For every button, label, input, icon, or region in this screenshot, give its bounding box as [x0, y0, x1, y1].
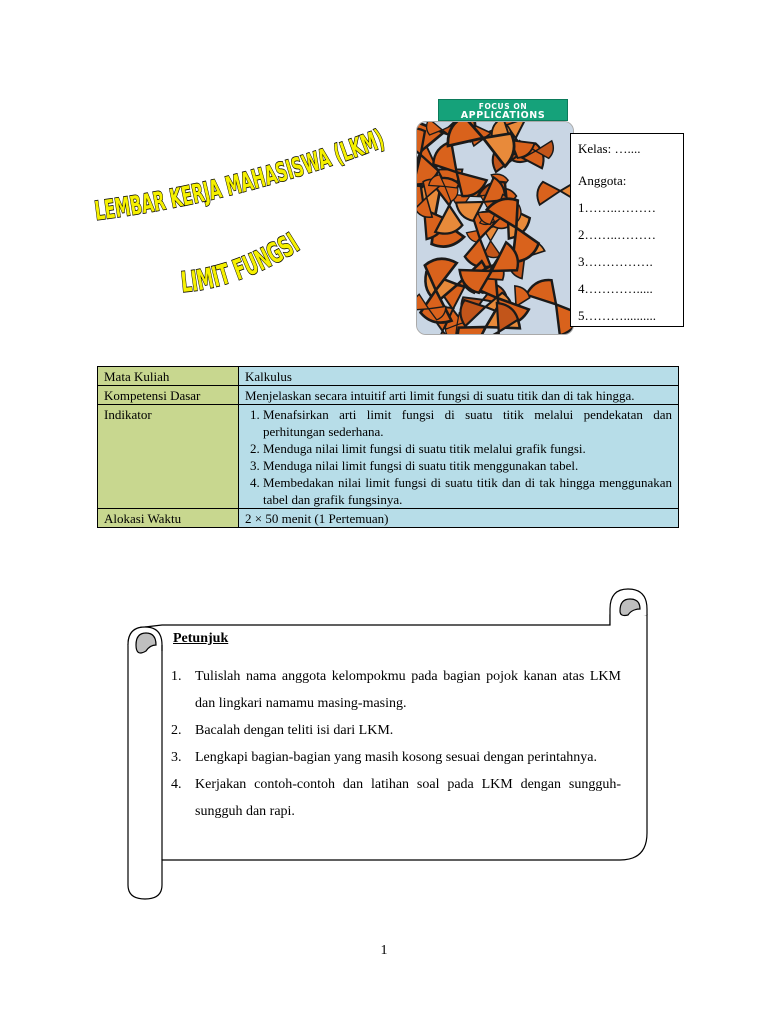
- indicator-item: 4. Membedakan nilai limit fungsi di suatu titik dan di tak hingga menggunakan tabel dan grafik fungsinya.: [263, 474, 672, 508]
- row-value: Kalkulus: [239, 367, 679, 386]
- member-line-5: 5………..........: [578, 308, 656, 323]
- row-key: Kompetensi Dasar: [98, 386, 239, 405]
- row-key: Indikator: [98, 405, 239, 509]
- row-value: Menjelaskan secara intuitif arti limit fungsi di suatu titik dan di tak hingga.: [239, 386, 679, 405]
- row-key: Alokasi Waktu: [98, 509, 239, 528]
- table-row: [98, 509, 679, 528]
- table-row: [98, 386, 679, 405]
- instruction-item: 2. Bacalah dengan teliti isi dari LKM.: [171, 723, 394, 738]
- course-info-table: [97, 366, 679, 528]
- instruction-text: Kerjakan contoh-contoh dan latihan soal pada LKM dengan sungguh-sungguh dan rapi.: [195, 777, 621, 819]
- member-line-4: 4………….....: [578, 281, 653, 296]
- instruction-item: 1. Tulislah nama anggota kelompokmu pada bagian pojok kanan atas LKM dan lingkari namamu masing-masing.: [171, 669, 621, 711]
- page-number: 1: [380, 943, 388, 958]
- row-value: 2 × 50 menit (1 Pertemuan): [239, 509, 679, 528]
- member-line-3: 3…………….: [578, 254, 653, 269]
- instruction-item: 4. Kerjakan contoh-contoh dan latihan soal pada LKM dengan sungguh-sungguh dan rapi.: [171, 777, 621, 819]
- monarch-butterflies-image: [417, 122, 573, 334]
- member-line-1: 1……..………: [578, 200, 656, 215]
- row-key: Mata Kuliah: [98, 367, 239, 386]
- title-line-2: LIMIT FUNGSI: [179, 224, 309, 300]
- instruction-item: 3. Lengkapi bagian-bagian yang masih kosong sesuai dengan perintahnya.: [171, 750, 597, 765]
- banner-line-2: APPLICATIONS: [460, 110, 546, 121]
- indicator-item: 2. Menduga nilai limit fungsi di suatu titik melalui grafik fungsi.: [263, 440, 672, 457]
- butterfly-photo: [416, 121, 574, 335]
- member-line-2: 2……..………: [578, 227, 656, 242]
- table-row: [98, 367, 679, 386]
- indicator-list: [245, 406, 672, 508]
- instruction-text: Lengkapi bagian-bagian yang masih kosong sesuai dengan perintahnya.: [195, 750, 597, 765]
- instruction-text: Tulislah nama anggota kelompokmu pada bagian pojok kanan atas LKM dan lingkari namamu masing-masing.: [195, 669, 621, 711]
- banner-line-1: FOCUS ON: [478, 102, 528, 111]
- focus-on-applications-banner: [438, 99, 568, 121]
- members-label: Anggota:: [578, 173, 627, 188]
- indicator-item: 1. Menafsirkan arti limit fungsi di suatu titik melalui pendekatan dan perhitungan sederhana.: [263, 406, 672, 440]
- group-info-box: [570, 133, 684, 327]
- instructions-title: Petunjuk: [173, 631, 229, 646]
- indicator-item: 3. Menduga nilai limit fungsi di suatu titik menggunakan tabel.: [263, 457, 672, 474]
- table-row: [98, 405, 679, 509]
- class-field: Kelas: …....: [578, 141, 641, 156]
- instructions-list: [171, 663, 621, 825]
- instruction-text: Bacalah dengan teliti isi dari LKM.: [195, 723, 394, 738]
- indicator-list-cell: [239, 405, 679, 509]
- worksheet-title-wordart: [90, 120, 400, 320]
- title-line-1: LEMBAR KERJA MAHASISWA (LKM): [93, 122, 393, 227]
